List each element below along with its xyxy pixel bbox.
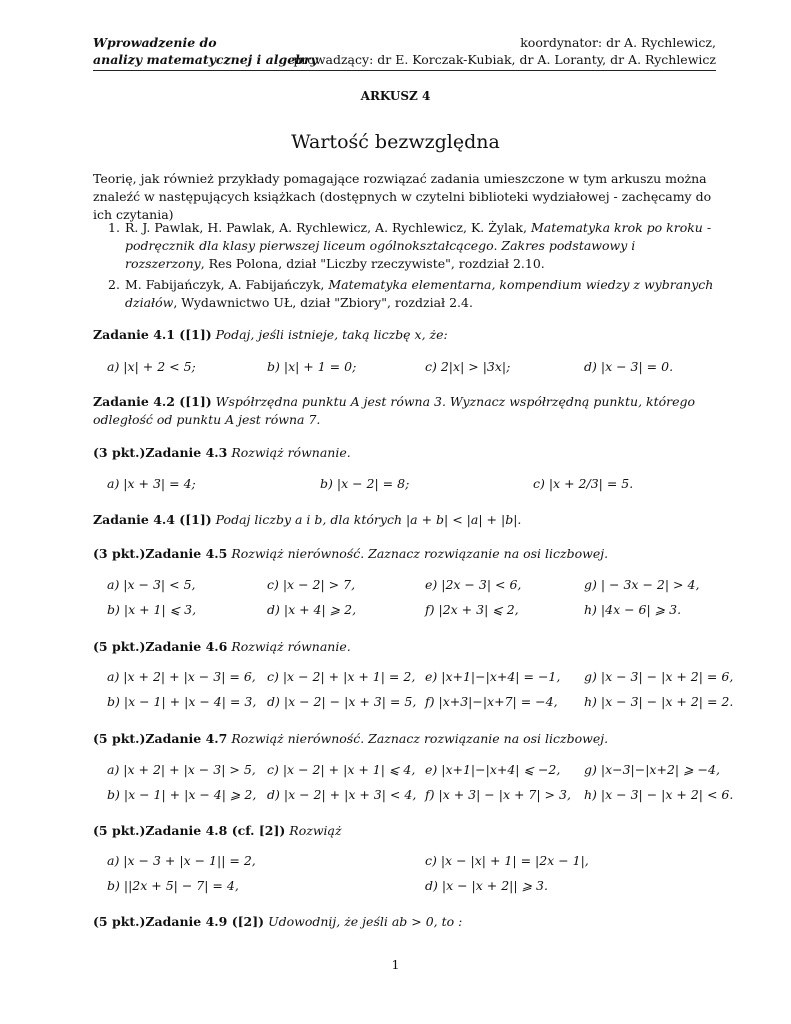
task-text: Rozwiąż równanie. xyxy=(231,639,351,654)
task-item: f) |2x + 3| ⩽ 2, xyxy=(425,602,519,617)
task-item: a) |x + 2| + |x − 3| = 6, xyxy=(107,669,256,684)
sheet-label: ARKUSZ 4 xyxy=(360,89,431,103)
task-4-5-row2 xyxy=(0,602,791,620)
task-4-2 xyxy=(93,393,716,429)
task-item: e) |2x − 3| < 6, xyxy=(425,577,522,592)
task-heading: Zadanie 4.2 ([1]) xyxy=(93,394,212,409)
task-item: d) |x − 2| + |x + 3| < 4, xyxy=(267,787,417,802)
task-4-7-row2 xyxy=(0,787,791,805)
course-title-line2: analizy matematycznej i algebry xyxy=(93,52,318,67)
task-heading: (5 pkt.)Zadanie 4.8 (cf. [2]) xyxy=(93,823,286,838)
task-heading: (5 pkt.)Zadanie 4.7 xyxy=(93,731,228,746)
task-item: e) |x+1|−|x+4| ⩽ −2, xyxy=(425,762,561,777)
reference-rest: , Wydawnictwo UŁ, dział "Zbiory", rozdział 2.4. xyxy=(173,295,473,310)
task-item: g) | − 3x − 2| > 4, xyxy=(584,577,700,592)
task-item: h) |x − 3| − |x + 2| = 2. xyxy=(584,694,734,709)
task-4-8-row1 xyxy=(0,853,791,871)
task-item: b) |x − 1| + |x − 4| = 3, xyxy=(107,694,257,709)
task-heading: (3 pkt.)Zadanie 4.5 xyxy=(93,546,228,561)
reference-rest: , Res Polona, dział "Liczby rzeczywiste", rozdział 2.10. xyxy=(200,256,545,271)
reference-item xyxy=(108,219,716,273)
page-number: 1 xyxy=(391,957,400,972)
task-4-8 xyxy=(93,822,716,840)
task-heading: (3 pkt.)Zadanie 4.3 xyxy=(93,445,228,460)
task-4-6 xyxy=(93,638,716,656)
task-item: d) |x + 4| ⩾ 2, xyxy=(267,602,357,617)
reference-text xyxy=(125,276,716,312)
task-text: Rozwiąż xyxy=(289,823,342,838)
task-item: h) |x − 3| − |x + 2| < 6. xyxy=(584,787,734,802)
task-4-3 xyxy=(93,444,716,462)
task-item: g) |x−3|−|x+2| ⩾ −4, xyxy=(584,762,720,777)
coordinator: koordynator: dr A. Rychlewicz, xyxy=(520,35,716,50)
reference-text xyxy=(125,219,716,273)
reference-item xyxy=(108,276,716,312)
task-4-3-items xyxy=(0,476,791,494)
task-item: c) 2|x| > |3x|; xyxy=(425,359,511,374)
task-item: c) |x − |x| + 1| = |2x − 1|, xyxy=(425,853,589,868)
reference-book: Matematyka elementarna, kompendium wiedzy z wybranych działów xyxy=(125,277,714,310)
task-item: g) |x − 3| − |x + 2| = 6, xyxy=(584,669,734,684)
task-item: b) ||2x + 5| − 7| = 4, xyxy=(107,878,239,893)
task-item: c) |x − 2| + |x + 1| = 2, xyxy=(267,669,416,684)
task-item: d) |x − |x + 2|| ⩾ 3. xyxy=(425,878,548,893)
task-4-9 xyxy=(93,913,716,931)
task-item: e) |x+1|−|x+4| = −1, xyxy=(425,669,561,684)
task-4-5-row1 xyxy=(0,577,791,595)
header-rule xyxy=(93,70,716,71)
task-4-7-row1 xyxy=(0,762,791,780)
reference-number: 1. xyxy=(108,220,120,235)
task-item: d) |x − 3| = 0. xyxy=(584,359,674,374)
course-title-line1: Wprowadzenie do xyxy=(93,35,217,50)
task-4-5 xyxy=(93,545,716,563)
task-item: c) |x − 2| > 7, xyxy=(267,577,356,592)
task-text: Podaj liczby a i b, dla których |a + b| < |a| + |b|. xyxy=(215,512,522,527)
task-4-7 xyxy=(93,730,716,748)
task-text: Podaj, jeśli istnieje, taką liczbę x, że: xyxy=(215,327,448,342)
task-heading: Zadanie 4.4 ([1]) xyxy=(93,512,212,527)
task-item: a) |x + 3| = 4; xyxy=(107,476,196,491)
task-item: h) |4x − 6| ⩾ 3. xyxy=(584,602,682,617)
task-4-1-items xyxy=(0,359,791,377)
task-item: a) |x − 3 + |x − 1|| = 2, xyxy=(107,853,256,868)
task-text: Udowodnij, że jeśli ab > 0, to : xyxy=(268,914,463,929)
task-heading: (5 pkt.)Zadanie 4.6 xyxy=(93,639,228,654)
task-item: a) |x − 3| < 5, xyxy=(107,577,196,592)
course-title xyxy=(93,34,318,68)
task-heading: Zadanie 4.1 ([1]) xyxy=(93,327,212,342)
task-item: b) |x − 1| + |x − 4| ⩾ 2, xyxy=(107,787,257,802)
task-item: b) |x − 2| = 8; xyxy=(320,476,410,491)
reference-number: 2. xyxy=(108,277,120,292)
task-item: c) |x + 2/3| = 5. xyxy=(533,476,634,491)
task-text: Rozwiąż nierówność. Zaznacz rozwiązanie na osi liczbowej. xyxy=(231,731,609,746)
task-item: c) |x − 2| + |x + 1| ⩽ 4, xyxy=(267,762,416,777)
task-heading: (5 pkt.)Zadanie 4.9 ([2]) xyxy=(93,914,265,929)
task-4-4 xyxy=(93,511,716,529)
task-item: b) |x + 1| ⩽ 3, xyxy=(107,602,197,617)
task-text: Rozwiąż nierówność. Zaznacz rozwiązanie na osi liczbowej. xyxy=(231,546,609,561)
task-item: f) |x + 3| − |x + 7| > 3, xyxy=(425,787,571,802)
task-4-6-row2 xyxy=(0,694,791,712)
staff-info xyxy=(293,34,716,68)
task-4-1 xyxy=(93,326,716,344)
task-item: f) |x+3|−|x+7| = −4, xyxy=(425,694,558,709)
task-text: Współrzędna punktu A jest równa 3. Wyznacz współrzędną punktu, którego odległość od punktu A jest równa 7. xyxy=(93,394,696,427)
task-item: a) |x| + 2 < 5; xyxy=(107,359,196,374)
reference-authors: M. Fabijańczyk, A. Fabijańczyk, xyxy=(125,277,329,292)
reference-book: Matematyka krok po kroku - podręcznik dla klasy pierwszej liceum ogólnokształcącego. Zakres podstawowy i rozszerzony xyxy=(125,220,712,271)
page-title: Wartość bezwzględna xyxy=(291,131,500,153)
intro-paragraph: Teorię, jak również przykłady pomagające rozwiązać zadania umieszczone w tym arkuszu można znaleźć w następujących książkach (dostępnych w czytelni biblioteki wydziałowej - zachęcamy do ich czytania) xyxy=(93,171,712,222)
task-item: a) |x + 2| + |x − 3| > 5, xyxy=(107,762,256,777)
lecturers: prowadzący: dr E. Korczak-Kubiak, dr A. Loranty, dr A. Rychlewicz xyxy=(293,52,716,67)
task-item: d) |x − 2| − |x + 3| = 5, xyxy=(267,694,417,709)
task-item: b) |x| + 1 = 0; xyxy=(267,359,357,374)
task-4-6-row1 xyxy=(0,669,791,687)
reference-authors: R. J. Pawlak, H. Pawlak, A. Rychlewicz, A. Rychlewicz, K. Żylak, xyxy=(125,220,531,235)
task-text: Rozwiąż równanie. xyxy=(231,445,351,460)
task-4-8-row2 xyxy=(0,878,791,896)
